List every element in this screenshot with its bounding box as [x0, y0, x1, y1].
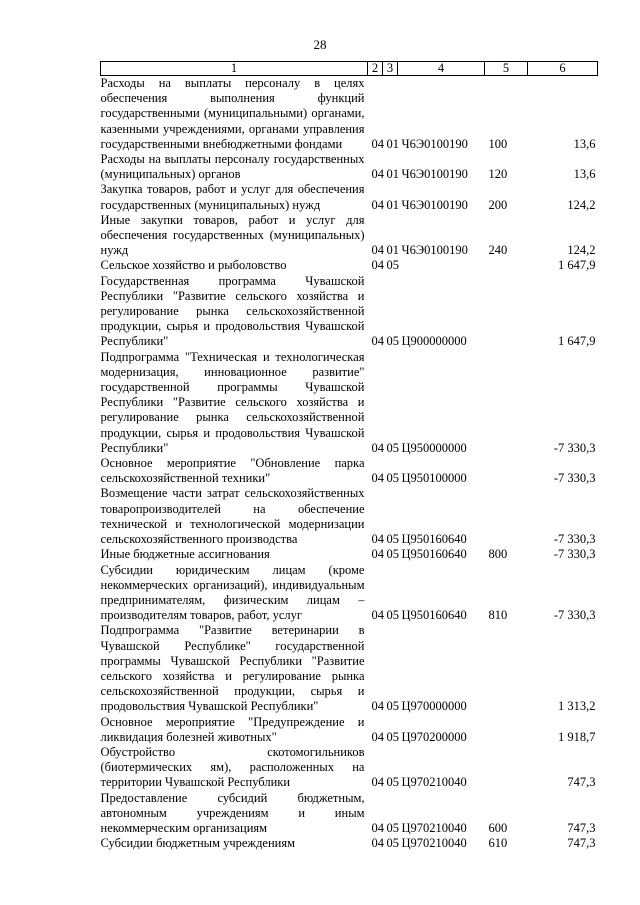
row-subsection: 05: [386, 532, 399, 547]
table-row: [101, 836, 598, 851]
column-header: 6: [528, 62, 598, 76]
row-subsection: 05: [386, 608, 399, 623]
row-section: 04: [371, 334, 384, 349]
row-amount: -7 330,3: [553, 471, 596, 486]
row-section: 04: [371, 608, 384, 623]
row-amount: 13,6: [573, 167, 596, 182]
row-expense-type: [485, 486, 528, 547]
table-row: [101, 791, 598, 837]
row-amount: 124,2: [567, 243, 596, 258]
table-row: [101, 152, 598, 182]
row-amount: -7 330,3: [553, 608, 596, 623]
row-expense-type: [485, 274, 528, 350]
row-target-code: Ч6Э0100190: [401, 243, 468, 258]
row-expense-type: 240: [488, 243, 508, 258]
row-target-code: Ц950000000: [401, 440, 467, 455]
column-header: 2: [368, 62, 383, 76]
table-row: [101, 623, 598, 714]
row-section: 04: [371, 471, 384, 486]
row-name: Расходы на выплаты персоналу в целях обеспечения выполнения функций государственными (муниципальными) органами, казенными учреждениями, органами управления государственными внебюджетными фондами: [100, 76, 365, 151]
row-subsection: 05: [386, 547, 399, 562]
row-expense-type: 100: [488, 136, 508, 151]
row-name: Возмещение части затрат сельскохозяйственных товаропроизводителей на обеспечение технической и технологической модернизации сельскохозяйственного производства: [100, 486, 365, 547]
row-expense-type: 200: [488, 197, 508, 212]
row-subsection: 01: [386, 197, 399, 212]
row-expense-type: [485, 745, 528, 791]
row-expense-type: [485, 456, 528, 486]
row-amount: 1 647,9: [558, 258, 596, 273]
row-section: 04: [371, 547, 384, 562]
row-section: 04: [371, 440, 384, 455]
row-section: 04: [371, 775, 384, 790]
row-expense-type: 800: [488, 547, 508, 562]
table-row: [101, 274, 598, 350]
table-row: [101, 213, 598, 259]
row-expense-type: [485, 623, 528, 714]
column-header: 1: [101, 62, 368, 76]
row-name: Обустройство скотомогильников (биотермических ям), расположенных на территории Чувашской Республики: [100, 744, 365, 790]
row-target-code: Ц970000000: [401, 699, 467, 714]
row-subsection: 05: [386, 836, 399, 851]
row-subsection: 01: [386, 243, 399, 258]
row-amount: 747,3: [567, 775, 596, 790]
row-target-code: Ч6Э0100190: [401, 167, 468, 182]
row-expense-type: 120: [488, 167, 508, 182]
table-row: [101, 715, 598, 745]
table-header: [101, 62, 598, 76]
row-target-code: Ц950160640: [401, 532, 467, 547]
table-row: [101, 563, 598, 624]
row-target-code: Ц970210040: [401, 775, 467, 790]
row-expense-type: [485, 258, 528, 273]
row-target-code: Ц950100000: [401, 471, 467, 486]
row-target-code: Ч6Э0100190: [401, 197, 468, 212]
column-header: 3: [383, 62, 398, 76]
row-target-code: Ц970210040: [401, 820, 467, 835]
row-amount: 1 647,9: [558, 334, 596, 349]
row-subsection: 05: [386, 471, 399, 486]
row-target-code: Ц950160640: [401, 608, 467, 623]
row-name: Иные бюджетные ассигнования: [100, 547, 270, 562]
column-header: 4: [398, 62, 485, 76]
page-number: 28: [313, 37, 327, 52]
row-name: Подпрограмма "Техническая и технологическая модернизация, инновационное развитие" государственной программы Чувашской Республики "Развитие сельского хозяйства и регулирование рынка сельскохозяйственной продукции, сырья и продовольствия Чувашской Республики": [100, 349, 365, 455]
row-target-code: Ц950160640: [401, 547, 467, 562]
table-row: [101, 76, 598, 153]
row-name: Иные закупки товаров, работ и услуг для обеспечения государственных (муниципальных) нужд: [100, 212, 365, 258]
row-name: Закупка товаров, работ и услуг для обеспечения государственных (муниципальных) нужд: [100, 182, 365, 212]
row-amount: 747,3: [567, 820, 596, 835]
row-target-code: Ч6Э0100190: [401, 136, 468, 151]
table-row: [101, 456, 598, 486]
row-subsection: 05: [386, 775, 399, 790]
column-header: 5: [485, 62, 528, 76]
table-row: [101, 486, 598, 547]
row-section: 04: [371, 729, 384, 744]
row-amount: -7 330,3: [553, 440, 596, 455]
row-section: 04: [371, 532, 384, 547]
row-target-code: Ц970210040: [401, 836, 467, 851]
row-subsection: 05: [386, 699, 399, 714]
row-amount: -7 330,3: [553, 547, 596, 562]
row-name: Основное мероприятие "Предупреждение и ликвидация болезней животных": [100, 714, 365, 744]
row-name: Субсидии юридическим лицам (кроме некоммерческих организаций), индивидуальным предпринимателям, физическим лицам – производителям товаров, работ, услуг: [100, 562, 365, 623]
row-name: Сельское хозяйство и рыболовство: [100, 258, 287, 273]
row-target-code: Ц900000000: [401, 334, 467, 349]
row-expense-type: 600: [488, 820, 508, 835]
table-row: [101, 182, 598, 212]
row-expense-type: 610: [488, 836, 508, 851]
row-amount: 1 313,2: [558, 699, 596, 714]
row-section: 04: [371, 258, 384, 273]
row-subsection: 01: [386, 136, 399, 151]
table-row: [101, 258, 598, 273]
row-subsection: 05: [386, 258, 399, 273]
budget-table: [100, 61, 598, 851]
row-subsection: 05: [386, 440, 399, 455]
table-row: [101, 547, 598, 562]
row-target-code: Ц970200000: [401, 729, 467, 744]
row-name: Государственная программа Чувашской Республики "Развитие сельского хозяйства и регулирование рынка сельскохозяйственной продукции, сырья и продовольствия Чувашской Республики": [100, 273, 365, 349]
row-amount: -7 330,3: [553, 532, 596, 547]
row-subsection: 01: [386, 167, 399, 182]
row-name: Предоставление субсидий бюджетным, автономным учреждениям и иным некоммерческим организациям: [100, 790, 365, 835]
row-section: 04: [371, 243, 384, 258]
row-section: 04: [371, 699, 384, 714]
table-row: [101, 350, 598, 456]
row-amount: 124,2: [567, 197, 596, 212]
row-name: Расходы на выплаты персоналу государственных (муниципальных) органов: [100, 152, 365, 182]
row-subsection: 05: [386, 729, 399, 744]
row-section: 04: [371, 836, 384, 851]
row-section: 04: [371, 820, 384, 835]
row-amount: 13,6: [573, 136, 596, 151]
row-subsection: 05: [386, 334, 399, 349]
row-expense-type: 810: [488, 608, 508, 623]
row-subsection: 05: [386, 820, 399, 835]
row-name: Основное мероприятие "Обновление парка сельскохозяйственной техники": [100, 456, 365, 486]
row-name: Субсидии бюджетным учреждениям: [100, 836, 296, 851]
row-expense-type: [485, 350, 528, 456]
row-amount: 1 918,7: [558, 729, 596, 744]
row-section: 04: [371, 197, 384, 212]
row-section: 04: [371, 167, 384, 182]
row-amount: 747,3: [567, 836, 596, 851]
table-row: [101, 745, 598, 791]
row-expense-type: [485, 715, 528, 745]
row-target-code: [398, 258, 485, 273]
table-body: [101, 76, 598, 852]
row-section: 04: [371, 136, 384, 151]
row-name: Подпрограмма "Развитие ветеринарии в Чувашской Республике" государственной программы Чувашской Республики "Развитие сельского хозяйства и регулирование рынка сельскохозяйственной продукции, сырья и продовольствия Чувашской Республики": [100, 623, 365, 714]
